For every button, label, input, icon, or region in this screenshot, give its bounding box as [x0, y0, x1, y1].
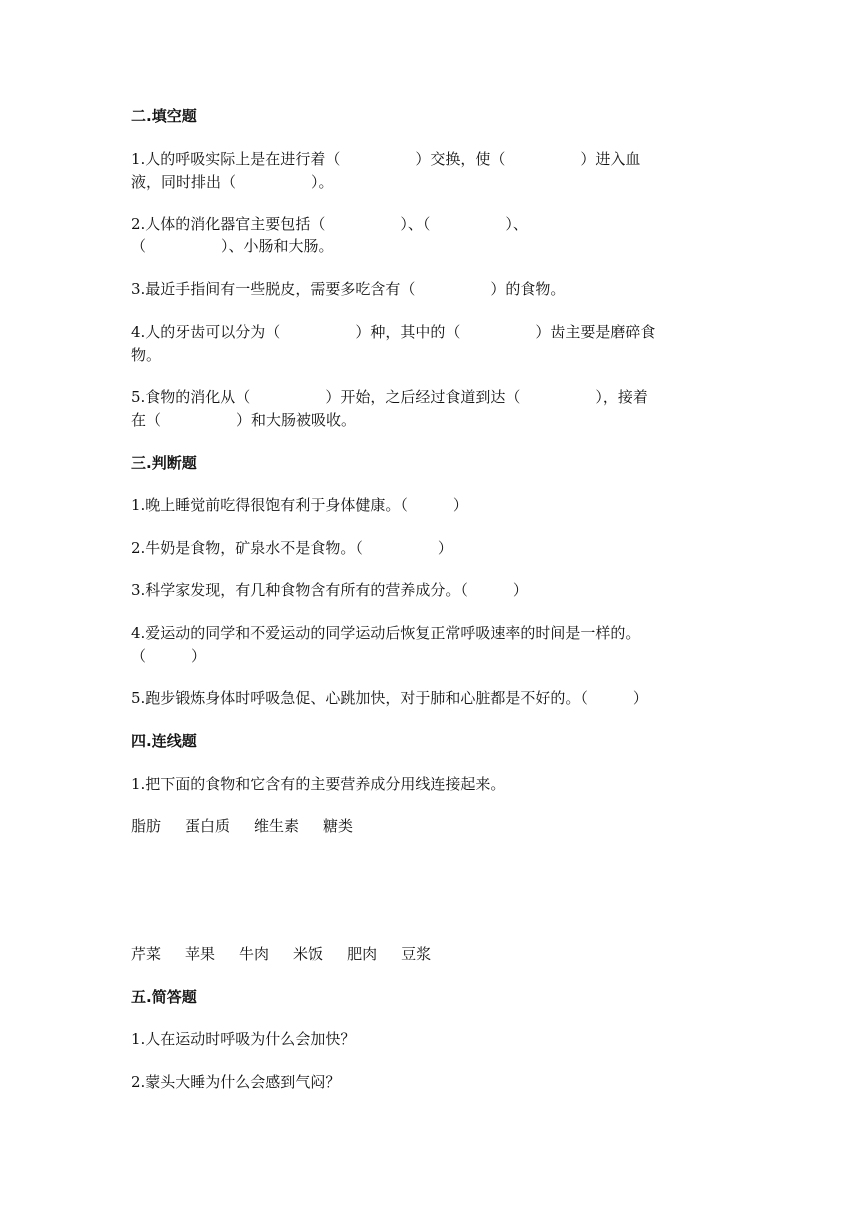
food-item: 肥肉	[347, 945, 378, 963]
food-item: 豆浆	[401, 945, 432, 963]
food-item: 米饭	[293, 945, 324, 963]
section-heading-true-false: 三.判断题	[131, 454, 197, 472]
food-item: 芹菜	[131, 945, 162, 963]
nutrient-item: 蛋白质	[185, 817, 231, 835]
fill-question-2-line-2: （ ）、小肠和大肠。	[131, 237, 334, 255]
food-item: 苹果	[185, 945, 216, 963]
fill-question-5-line-2: 在（ ）和大肠被吸收。	[131, 411, 357, 429]
fill-question-2-line-1: 2.人体的消化器官主要包括（ ）、（ ）、	[131, 215, 528, 233]
nutrient-item: 糖类	[323, 817, 354, 835]
fill-question-4-line-2: 物。	[131, 346, 162, 364]
nutrient-list	[131, 815, 731, 837]
judge-question-3: 3.科学家发现，有几种食物含有所有的营养成分。（ ）	[131, 581, 528, 599]
food-item: 牛肉	[239, 945, 270, 963]
match-question-1: 1.把下面的食物和它含有的主要营养成分用线连接起来。	[131, 775, 506, 793]
section-heading-matching: 四.连线题	[131, 732, 197, 750]
nutrient-item: 脂肪	[131, 817, 162, 835]
judge-question-1: 1.晚上睡觉前吃得很饱有利于身体健康。（ ）	[131, 496, 468, 514]
fill-question-5-line-1: 5.食物的消化从（ ）开始，之后经过食道到达（ ），接着	[131, 388, 648, 406]
short-question-2: 2.蒙头大睡为什么会感到气闷？	[131, 1073, 341, 1091]
judge-question-4-line-2: （ ）	[131, 647, 207, 665]
short-question-1: 1.人在运动时呼吸为什么会加快？	[131, 1030, 356, 1048]
judge-question-5: 5.跑步锻炼身体时呼吸急促、心跳加快，对于肺和心脏都是不好的。（ ）	[131, 689, 648, 707]
section-heading-fill-in: 二.填空题	[131, 107, 197, 125]
nutrient-item: 维生素	[254, 817, 300, 835]
food-list	[131, 943, 731, 965]
section-heading-short-answer: 五.简答题	[131, 988, 197, 1006]
judge-question-2: 2.牛奶是食物，矿泉水不是食物。（ ）	[131, 539, 453, 557]
fill-question-1-line-1: 1.人的呼吸实际上是在进行着（ ）交换，使（ ）进入血	[131, 150, 641, 168]
judge-question-4-line-1: 4.爱运动的同学和不爱运动的同学运动后恢复正常呼吸速率的时间是一样的。	[131, 624, 641, 642]
fill-question-1-line-2: 液，同时排出（ ）。	[131, 173, 334, 191]
fill-question-4-line-1: 4.人的牙齿可以分为（ ）种，其中的（ ）齿主要是磨碎食	[131, 323, 656, 341]
fill-question-3: 3.最近手指间有一些脱皮，需要多吃含有（ ）的食物。	[131, 280, 566, 298]
